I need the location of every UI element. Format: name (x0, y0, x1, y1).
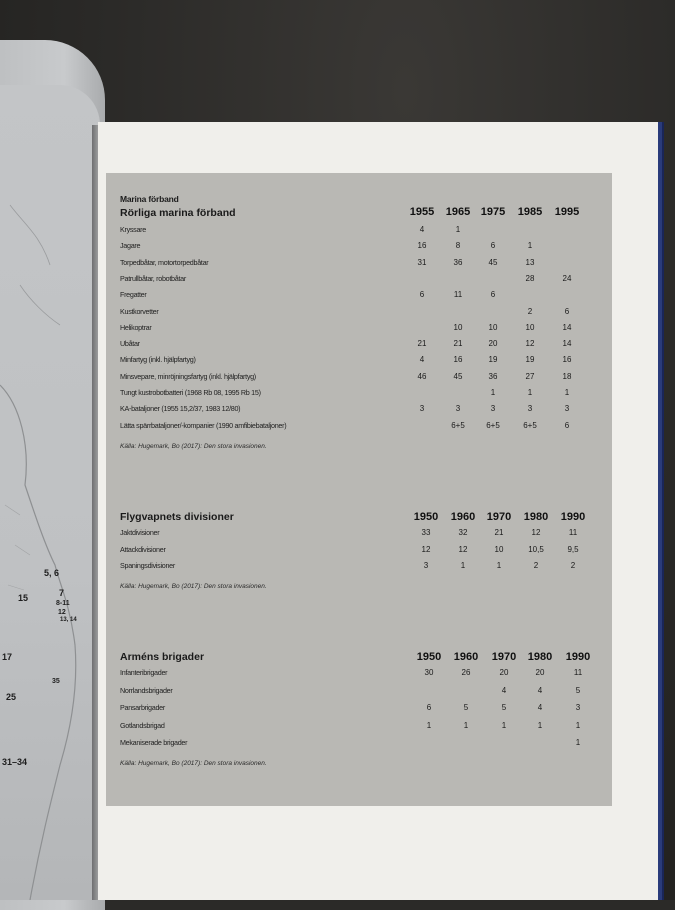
row-label: Attackdivisioner (120, 544, 166, 554)
table-cell: 27 (525, 371, 535, 381)
table-cell: 45 (453, 371, 463, 381)
table-cell: 16 (453, 355, 463, 365)
map-label: 31–34 (2, 757, 28, 767)
table-cell: 21 (453, 339, 463, 349)
source-note: Källa: Hugemark, Bo (2017): Den stora invasionen. (120, 760, 267, 767)
year-label: 1980 (527, 651, 553, 663)
map-label: 8-11 (56, 600, 70, 607)
table-cell: 3 (575, 703, 581, 712)
table-cell: 1 (426, 720, 432, 730)
year-label: 1990 (560, 511, 586, 523)
table-cell: 12 (525, 339, 535, 349)
table-cell: 1 (527, 241, 533, 251)
table-cell: 1 (490, 388, 496, 397)
table-cell: 26 (461, 668, 471, 677)
table-cell: 1 (527, 388, 533, 397)
year-label: 1950 (416, 651, 442, 663)
row-label: Pansarbrigader (120, 703, 165, 712)
row-label: Kryssare (120, 225, 146, 234)
table-cell: 12 (458, 544, 468, 554)
year-label: 1980 (523, 511, 549, 523)
table-cell: 6 (426, 703, 432, 712)
coastline-drawing (0, 85, 100, 900)
map-label: 7 (59, 588, 65, 598)
table-cell: 6+5 (523, 420, 537, 430)
table-cell: 13 (525, 257, 535, 267)
table-cell: 5 (463, 703, 469, 712)
row-label: Mekaniserade brigader (120, 738, 188, 747)
table-cell: 14 (562, 322, 572, 332)
section-title: Marina förband (120, 194, 179, 204)
table-cell: 1 (460, 561, 466, 570)
row-label: Gotlandsbrigad (120, 720, 165, 730)
map-label: 15 (18, 593, 29, 603)
table-cell: 16 (417, 241, 427, 251)
section-title: Arméns brigader (120, 651, 205, 663)
row-label: Tungt kustrobotbatteri (1968 Rb 08, 1995 Rb 15) (120, 388, 261, 397)
table-cell: 2 (570, 561, 576, 570)
table-cell: 30 (424, 668, 434, 677)
table-cell: 24 (562, 273, 572, 283)
map-label: 13, 14 (60, 617, 77, 623)
table-cell: 1 (501, 720, 507, 730)
table-cell: 33 (421, 528, 431, 537)
table-cell: 20 (535, 668, 545, 677)
table-cell: 11 (453, 290, 463, 300)
row-label: Jaktdivisioner (120, 528, 160, 537)
table-cell: 9,5 (567, 544, 579, 554)
table-cell: 1 (564, 388, 570, 397)
year-label: 1960 (453, 651, 479, 663)
table-cell: 1 (455, 225, 461, 234)
year-label: 1970 (486, 511, 512, 523)
year-label: 1955 (409, 206, 435, 218)
table-cell: 16 (562, 355, 572, 365)
table-cell: 2 (533, 561, 539, 570)
table-cell: 6 (419, 290, 425, 300)
table-cell: 3 (455, 404, 461, 414)
table-cell: 3 (423, 561, 429, 570)
source-note: Källa: Hugemark, Bo (2017): Den stora invasionen. (120, 443, 267, 450)
table-cell: 10 (494, 544, 504, 554)
source-note: Källa: Hugemark, Bo (2017): Den stora invasionen. (120, 583, 267, 590)
row-label: Fregatter (120, 290, 147, 300)
statistics-box (106, 173, 612, 806)
table-cell: 1 (496, 561, 502, 570)
table-cell: 3 (564, 404, 570, 414)
table-cell: 3 (419, 404, 425, 414)
table-cell: 11 (573, 668, 583, 677)
year-label: 1970 (491, 651, 517, 663)
table-cell: 10 (525, 322, 535, 332)
table-cell: 21 (494, 528, 504, 537)
table-cell: 46 (417, 371, 427, 381)
table-cell: 3 (490, 404, 496, 414)
table-cell: 19 (488, 355, 498, 365)
year-label: 1990 (565, 651, 591, 663)
table-cell: 20 (499, 668, 509, 677)
section-subtitle: Rörliga marina förband (120, 207, 236, 219)
map-label: 35 (52, 678, 60, 685)
table-cell: 45 (488, 257, 498, 267)
year-label: 1995 (554, 206, 580, 218)
map-label: 25 (6, 692, 17, 702)
year-label: 1960 (450, 511, 476, 523)
row-label: Lätta spärrbataljoner/-kompanier (1990 amfibiebataljoner) (120, 420, 287, 430)
row-label: Helikoptrar (120, 322, 152, 332)
table-cell: 32 (458, 528, 468, 537)
table-cell: 1 (575, 720, 581, 730)
row-label: Infanteribrigader (120, 668, 168, 677)
table-cell: 12 (421, 544, 431, 554)
table-cell: 28 (525, 273, 535, 283)
year-label: 1985 (517, 206, 543, 218)
table-cell: 11 (568, 528, 578, 537)
table-cell: 4 (419, 225, 425, 234)
table-cell: 36 (488, 371, 498, 381)
table-cell: 4 (537, 685, 543, 695)
table-cell: 4 (501, 685, 507, 695)
table-cell: 36 (453, 257, 463, 267)
year-label: 1950 (413, 511, 439, 523)
row-label: Kustkorvetter (120, 306, 159, 316)
table-cell: 5 (501, 703, 507, 712)
row-label: Minsvepare, minröjningsfartyg (inkl. hjälpfartyg) (120, 371, 256, 381)
row-label: KA-bataljoner (1955 15,2/37, 1983 12/80) (120, 404, 241, 414)
table-cell: 1 (463, 720, 469, 730)
row-label: Patrullbåtar, robotbåtar (120, 273, 186, 283)
table-cell: 10 (488, 322, 498, 332)
map-label: 12 (58, 609, 66, 616)
table-cell: 6+5 (451, 420, 465, 430)
table-cell: 6 (564, 306, 570, 316)
table-cell: 31 (417, 257, 427, 267)
row-label: Spaningsdivisioner (120, 561, 175, 570)
table-cell: 2 (527, 306, 533, 316)
table-cell: 12 (531, 528, 541, 537)
table-cell: 8 (455, 241, 461, 251)
table-cell: 3 (527, 404, 533, 414)
section-title: Flygvapnets divisioner (120, 511, 234, 523)
table-cell: 4 (419, 355, 425, 365)
left-map (0, 85, 100, 900)
year-label: 1975 (480, 206, 506, 218)
table-cell: 6 (490, 290, 496, 300)
table-cell: 4 (537, 703, 543, 712)
table-cell: 21 (417, 339, 427, 349)
table-cell: 1 (537, 720, 543, 730)
map-label: 17 (2, 652, 13, 662)
table-cell: 1 (575, 738, 581, 747)
table-cell: 10,5 (528, 544, 544, 554)
row-label: Minfartyg (inkl. hjälpfartyg) (120, 355, 196, 365)
table-cell: 10 (453, 322, 463, 332)
map-label: 5, 6 (44, 568, 60, 578)
table-cell: 18 (562, 371, 572, 381)
table-cell: 19 (525, 355, 535, 365)
table-cell: 6 (564, 420, 570, 430)
table-cell: 14 (562, 339, 572, 349)
table-cell: 5 (575, 685, 581, 695)
year-label: 1965 (445, 206, 471, 218)
table-cell: 20 (488, 339, 498, 349)
table-cell: 6 (490, 241, 496, 251)
row-label: Torpedbåtar, motortorpedbåtar (120, 257, 209, 267)
row-label: Ubåtar (120, 339, 140, 349)
row-label: Jagare (120, 241, 141, 251)
row-label: Norrlandsbrigader (120, 685, 173, 695)
table-cell: 6+5 (486, 420, 500, 430)
